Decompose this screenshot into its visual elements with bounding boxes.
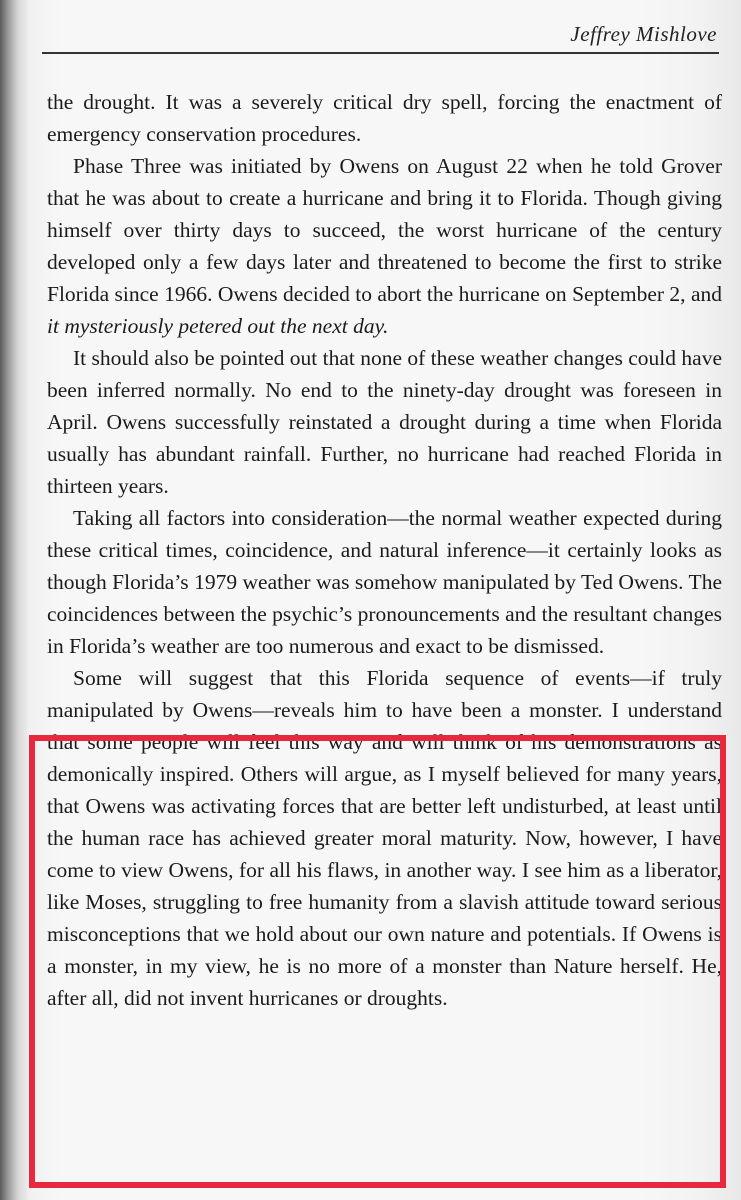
body-text <box>47 86 722 1014</box>
header-rule <box>42 52 719 54</box>
paragraph-phase-three <box>47 150 722 342</box>
paragraph-monster: Some will suggest that this Florida sequence of events—if truly manipulated by Owens—reveals him to have been a monster. I understand that some people will feel this way and will think of his demonstrations as demonically inspired. Others will argue, as I myself believed for many years, that Owens was activating forces that are better left undisturbed, at least until the human race has achieved greater moral maturity. Now, however, I have come to view Owens, for all his flaws, in another way. I see him as a liberator, like Moses, struggling to free humanity from a slavish attitude toward serious misconceptions that we hold about our own nature and potentials. If Owens is a monster, in my view, he is no more of a monster than Nature herself. He, after all, did not invent hurricanes or droughts. <box>47 666 722 1010</box>
paragraph-continued: the drought. It was a severely critical dry spell, forcing the enactment of emergency conservation procedures. <box>47 90 722 146</box>
paragraph-all-factors: Taking all factors into consideration—the normal weather expected during these critical times, coincidence, and natural inference—it certainly looks as though Florida’s 1979 weather was somehow manipulated by Ted Owens. The coincidences between the psychic’s pronouncements and the resultant changes in Florida’s weather are too numerous and exact to be dismissed. <box>47 506 722 658</box>
italic-phrase: it mysteriously petered out the next day. <box>47 314 389 338</box>
running-head: Jeffrey Mishlove <box>570 22 717 46</box>
paragraph-weather-changes: It should also be pointed out that none of these weather changes could have been inferred normally. No end to the ninety-day drought was foreseen in April. Owens successfully reinstated a drought during a time when Florida usually has abundant rainfall. Further, no hurricane had reached Florida in thirteen years. <box>47 346 722 498</box>
paragraph-phase-three-text: Phase Three was initiated by Owens on August 22 when he told Grover that he was about to create a hurricane and bring it to Florida. Though giving himself over thirty days to succeed, the worst hurricane of the century developed only a few days later and threatened to become the first to strike Florida since 1966. Owens decided to abort the hurricane on September 2, and <box>47 154 722 306</box>
